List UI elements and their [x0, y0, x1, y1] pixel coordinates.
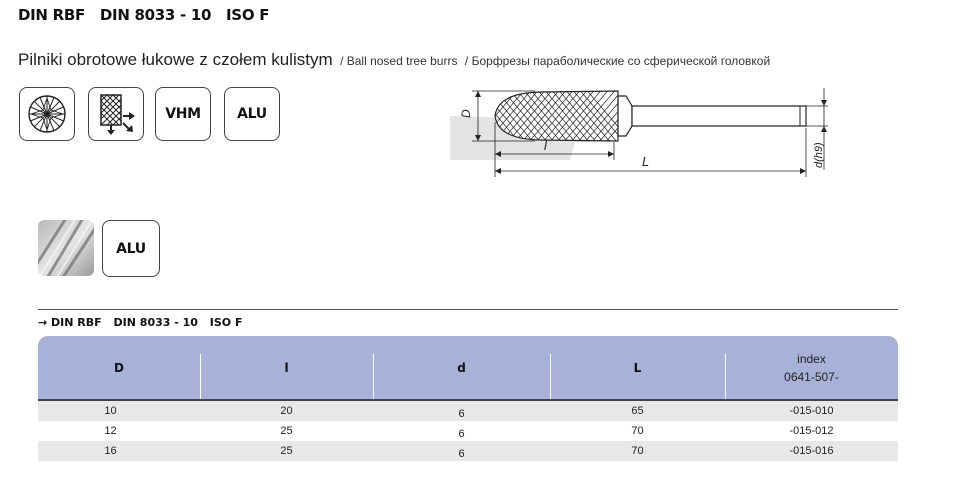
header-separator [373, 354, 374, 399]
cell-L: 70 [631, 425, 644, 437]
cut-pattern-icon [19, 87, 75, 141]
table-title-part-3: ISO F [209, 316, 243, 329]
header-separator [725, 354, 726, 399]
header-separator [200, 354, 201, 399]
dim-L-label: L [642, 154, 650, 169]
table-row [38, 421, 898, 441]
subtitle-english: / Ball nosed tree burrs [340, 54, 458, 68]
alu-badge [224, 87, 280, 141]
header-D-label: D [114, 360, 124, 375]
alu-badge-secondary [102, 220, 160, 277]
header-L-label: L [633, 360, 642, 375]
alu-badge-label: ALU [237, 106, 267, 122]
product-subtitle [18, 50, 770, 70]
subtitle-russian: / Борфрезы параболические со сферической головкой [464, 54, 771, 68]
table-row [38, 401, 898, 421]
burr-dimension-drawing [440, 80, 840, 180]
cell-index: -015-012 [789, 425, 834, 437]
header-index-prefix: 0641-507- [784, 369, 839, 384]
table-header [38, 336, 898, 399]
cross-cut-burr-icon [88, 87, 144, 141]
cell-d: 6 [458, 428, 465, 440]
vhm-badge-label: VHM [165, 106, 201, 122]
table-title-part-2: DIN 8033 - 10 [113, 316, 198, 329]
cell-D: 12 [104, 425, 117, 437]
header-separator [550, 354, 551, 399]
code-iso: ISO F [226, 6, 270, 24]
cell-L: 70 [631, 445, 644, 457]
cell-index: -015-010 [789, 405, 834, 417]
header-index-label: index [797, 351, 826, 366]
dim-d-label: d(h9) [813, 142, 825, 168]
table-title [38, 316, 243, 329]
cell-l: 25 [280, 445, 293, 457]
code-din-8033: DIN 8033 - 10 [99, 6, 212, 24]
cell-d: 6 [458, 448, 465, 460]
cell-D: 10 [104, 405, 117, 417]
header-l-label: l [284, 360, 289, 375]
section-divider [38, 309, 898, 310]
table-row [38, 441, 898, 461]
header-d-label: d [457, 360, 466, 375]
table-title-part-1: → DIN RBF [38, 316, 102, 329]
vhm-badge [155, 87, 211, 141]
cell-d: 6 [458, 408, 465, 420]
alu-badge-secondary-label: ALU [116, 240, 146, 257]
header-D [38, 336, 200, 399]
cell-l: 20 [280, 405, 293, 417]
dim-D-label: D [459, 109, 473, 118]
header-index [725, 336, 898, 399]
code-din-rbf: DIN RBF [18, 6, 85, 24]
header-d [373, 336, 550, 399]
burr-photo [38, 220, 94, 276]
cell-index: -015-016 [789, 445, 834, 457]
cell-l: 25 [280, 425, 293, 437]
header-L [550, 336, 725, 399]
dim-l-label: l [544, 138, 547, 153]
product-code-header [18, 6, 279, 24]
subtitle-polish: Pilniki obrotowe łukowe z czołem kulistym [18, 50, 333, 69]
header-l [200, 336, 373, 399]
cell-L: 65 [631, 405, 644, 417]
cell-D: 16 [104, 445, 117, 457]
